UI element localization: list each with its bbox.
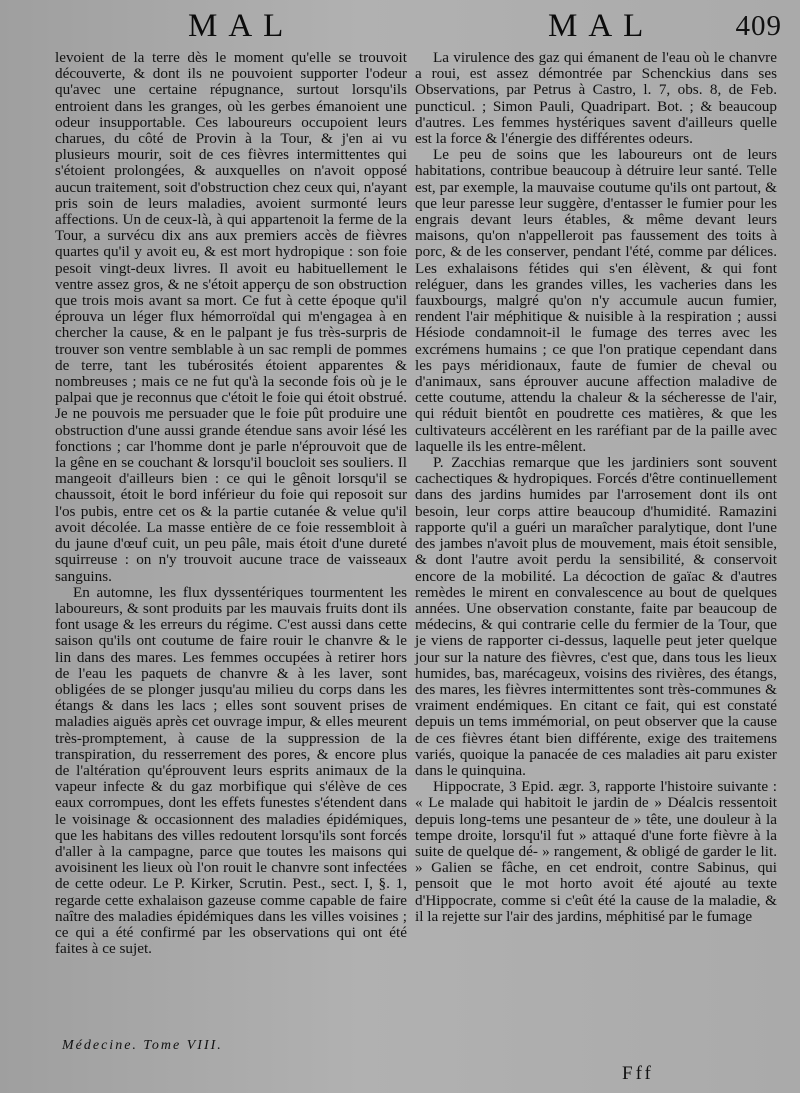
right-column (415, 50, 777, 925)
page-header (0, 8, 800, 44)
right-paragraph-2: Le peu de soins que les laboureurs ont de leurs habitations, contribue beaucoup à détruire leur santé. Telle est, par exemple, la mauvaise coutume qu'ils ont partout, & que leur paresse leur suggère, d'entasser le fumier pour les engrais devant leurs étables, & même devant leurs maisons, qu'on n'appelleroit pas faussement des toits à porc, & de les conserver, pendant l'été, comme par délices. Les exhalaisons fétides qui s'en élèvent, & qui font reléguer, dans les grandes villes, les vacheries dans les fauxbourgs, malgré qu'on n'y accumule aucun fumier, rendent l'air méphitique & nuisible à la respiration ; aussi Hésiode condamnoit-il le fumage des terres avec les excrémens humains ; ce que l'on pratique cependant dans les pays méridionaux, faute de fumier de cheval ou d'animaux, sans éprouver aucune affection maladive de cette coutume, attendu la chaleur & la sécheresse de l'air, qui réduit bientôt en poudrette ces matières, & que les cultivateurs accélèrent en les raréfiant par de la paille avec laquelle ils les entre-mêlent. (415, 146, 777, 455)
right-paragraph-3: P. Zacchias remarque que les jardiniers sont souvent cachectiques & hydropiques. Forcés d'être continuellement dans des jardins humides par l'arrosement dont ils ont besoin, leur corps attire beaucoup d'humidité. Ramazini rapporte qu'il a guéri un maraîcher paralytique, dont l'une des jambes n'avoit plus de mouvement, mais étoit sensible, & dont l'autre avoit perdu la sensibilité, & conservoit encore de la mobilité. La décoction de gaïac & d'autres remèdes le mirent en convalescence au bout de quelques années. Une observation constante, faite par beaucoup de médecins, & qui contrarie celle du fermier de la Tour, que je viens de rapporter ci-dessus, laquelle peut jeter quelque jour sur la nature des fièvres, c'est que, dans tous les lieux humides, bas, marécageux, voisins des rivières, des étangs, des mares, les fièvres intermittentes sont très-communes & vraiment endémiques. En citant ce fait, qui est constaté depuis un tems immémorial, on peut observer que la cause de ces fièvres étant bien différente, exige des traitemens variés, quoique la panacée de ces maladies ait paru exister dans le quinquina. (415, 454, 777, 779)
signature-mark: Fff (622, 1063, 654, 1084)
running-head-right: MAL (548, 8, 655, 44)
running-head-left: MAL (188, 8, 295, 44)
left-column (55, 50, 407, 957)
left-paragraph-2: En automne, les flux dyssentériques tourmentent les laboureurs, & sont produits par les mauvais fruits dont ils font usage & les erreurs du régime. C'est aussi dans cette saison qu'ils ont coutume de faire rouir le chanvre & le lin dans des mares. Les femmes occupées à retirer hors de l'eau les paquets de chanvre & à les laver, sont obligées de se plonger jusqu'au milieu du corps dans les étangs & dans les lacs ; elles sont souvent prises de maladies aiguës après cet ouvrage impur, & elles meurent très-promptement, à cause de la suppression de la transpiration, du resserrement des pores, & encore plus de l'altération qu'éprouvent leurs esprits animaux de la vapeur infecte & du gaz morbifique qui s'élève de ces eaux corrompues, dont les effets funestes s'étendent dans le voisinage & occasionnent des maladies épidémiques, que les habitans des villes redoutent lorsqu'ils sont forcés d'aller à la campagne, parce que toutes les maisons qui avoisinent les lieux où l'on rouit le chanvre sont infectées de cette odeur. Le P. Kirker, Scrutin. Pest., sect. I, §. 1, regarde cette exhalaison gazeuse comme capable de faire naître des maladies épidémiques dans les villes voisines ; ce qui a été confirmé par les observations qui ont été faites à ce sujet. (55, 583, 407, 958)
page-number: 409 (735, 10, 782, 42)
left-paragraph-1: levoient de la terre dès le moment qu'elle se trouvoit découverte, & dont ils ne pouvoient supporter l'odeur qu'avec une certaine répugnance, surtout lorsqu'ils entroient dans les granges, où les gerbes émanoient une odeur insupportable. Ces laboureurs occupoient leurs charues, du côté de Provin à la Tour, & j'en ai vu plusieurs mourir, soit de ces fièvres intermittentes qui s'étoient prolongées, & auxquelles on n'avoit opposé aucun traitement, soit d'obstruction chez ceux qui, n'ayant pris soin de leurs maladies, avoient surmonté leurs affections. Un de ceux-là, à qui appartenoit la ferme de la Tour, a survécu dix ans aux premiers accès de fièvres quartes qu'il y avoit eu, & est mort hydropique : son foie pesoit vingt-deux livres. Il avoit eu habituellement le ventre assez gros, & ne s'étoit apperçu de son obstruction que trois mois avant sa mort. Ce fut à cette époque qu'il éprouva un léger flux hémorroïdal qui m'engagea à en chercher la cause, & en le palpant je fus très-surpris de trouver son ventre semblable à un sac rempli de pommes de terre, tant les tubérosités étoient apparentes & nombreuses ; mais ce ne fut qu'à la seconde fois où je le palpai que je reconnus que c'étoit le foie qui étoit obstrué. Je ne pouvois me persuader que le foie pût produire une obstruction d'une aussi grande étendue sans avoir lésé les fonctions ; car l'homme dont je parle n'éprouvoit que de la gêne en se couchant & lorsqu'il boucloit ses souliers. Il mangeoit d'ailleurs bien : ce qui le gênoit lorsqu'il se chaussoit, étoit le bord inférieur du foie qui reposoit sur l'os pubis, entre cet os & la partie cutanée & velue qu'il avoit décolée. La masse entière de ce foie ressembloit à du jaune d'œuf cuit, un peu pâle, mais étoit d'une dureté squirreuse : on n'y trouvoit aucune trace de vaisseaux sanguins. (55, 49, 407, 585)
right-paragraph-1: La virulence des gaz qui émanent de l'eau où le chanvre a roui, est assez démontrée par Schenckius dans ses Observations, par Petrus à Castro, l. 7, obs. 8, de Feb. puncticul. ; Simon Pauli, Quadripart. Bot. ; & beaucoup d'autres. Les femmes hystériques savent d'ailleurs quelle est la force & l'énergie des différentes odeurs. (415, 49, 777, 148)
signature-line: Médecine. Tome VIII. (62, 1038, 223, 1053)
right-paragraph-4: Hippocrate, 3 Epid. ægr. 3, rapporte l'histoire suivante : « Le malade qui habitoit le jardin de » Déalcis ressentoit depuis long-tems une pesanteur de » tête, une douleur à la tempe droite, lorsqu'il fut » attaqué d'une forte fièvre à la suite de quelque dé- » rangement, & obligé de garder le lit. » Galien se fâche, en cet endroit, contre Sabinus, qui pensoit que le mot horto avoit été ajouté au texte d'Hippocrate, comme si c'eût été la cause de la maladie, & il la rejette sur l'air des jardins, méphitisé par le fumage (415, 778, 777, 925)
